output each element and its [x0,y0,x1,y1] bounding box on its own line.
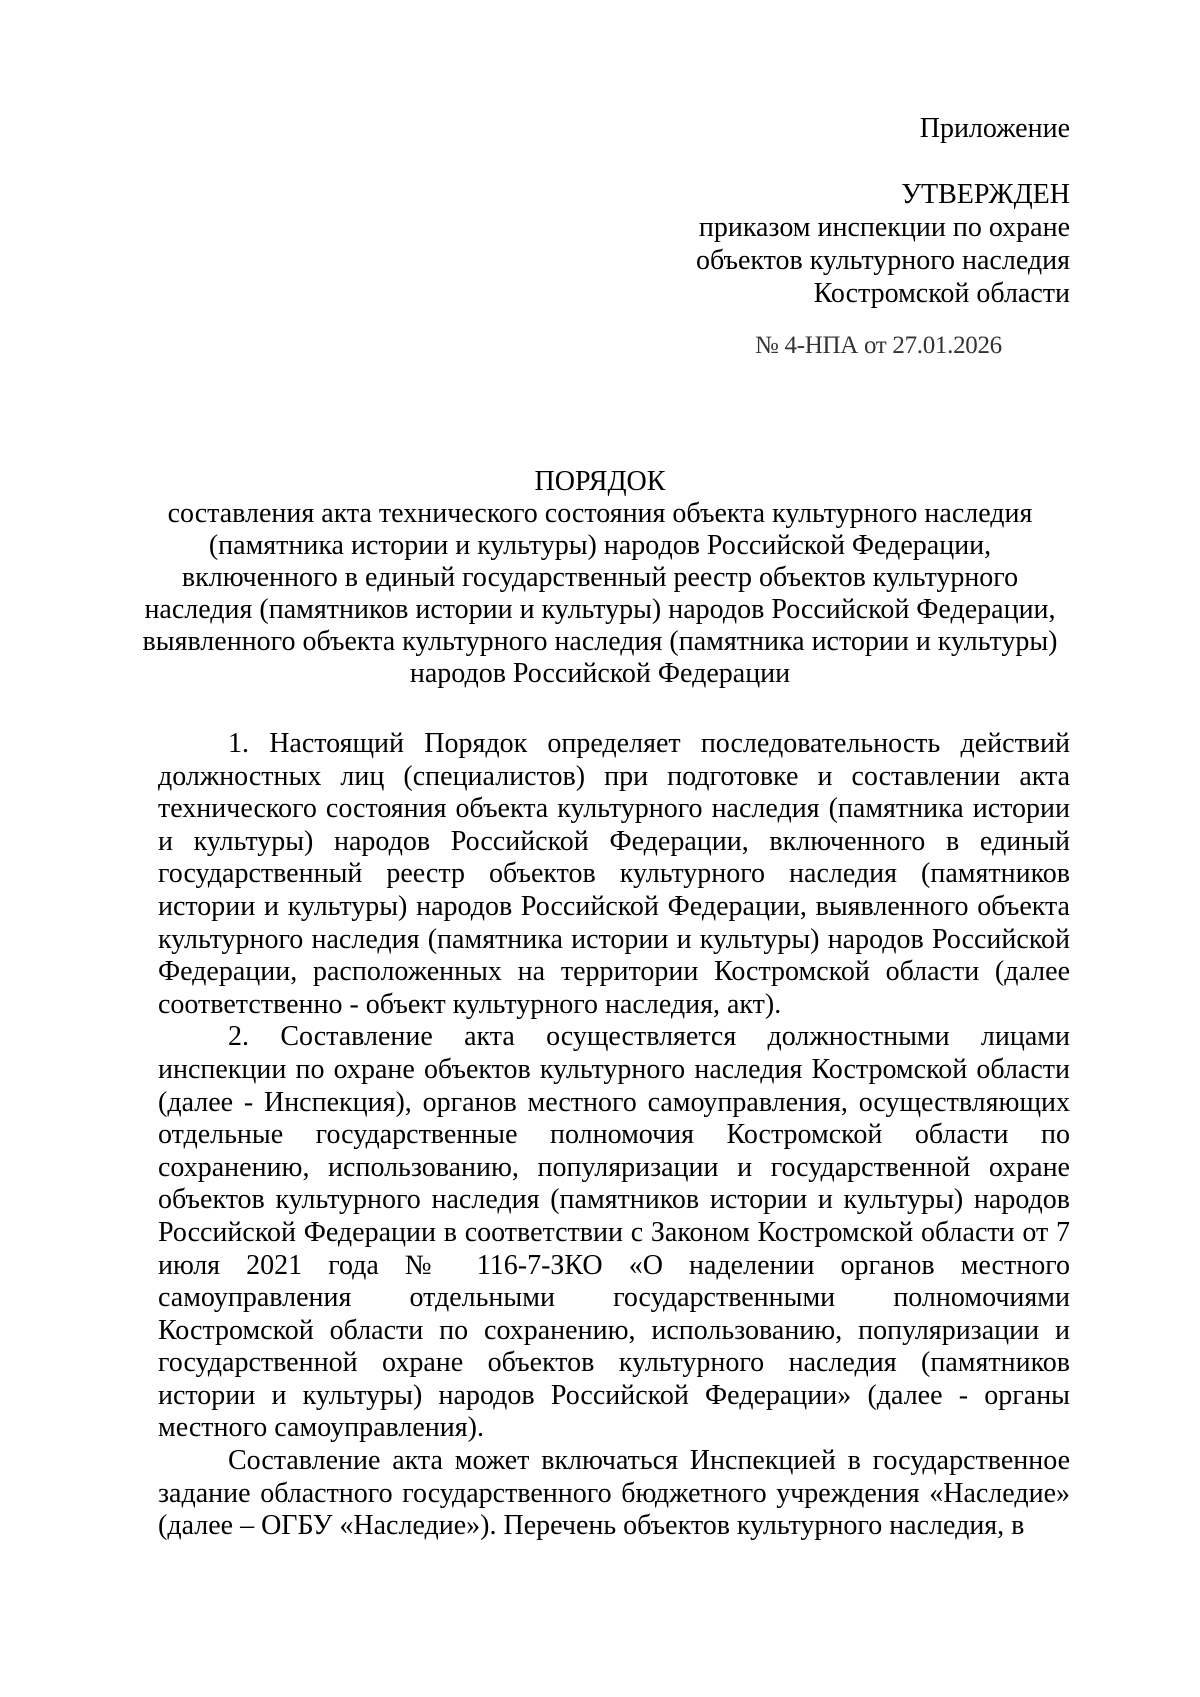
document-body [158,728,1070,1543]
appendix-text: Приложение [919,113,1070,144]
document-subtitle: составления акта технического состояния объекта культурного наследия (памятника истории и культуры) народов Российской Федерации, включенного в единый государственный реестр объектов культурного наследия (памятников истории и культуры) народов Российской Федерации, выявленного объекта культурного наследия (памятника истории и культуры) народов Российской Федерации [142,498,1058,689]
approved-by-line-3: Костромской области [813,278,1070,309]
document-title: ПОРЯДОК [534,466,666,497]
paragraph: 1. Настоящий Порядок определяет последовательность действий должностных лиц (специалистов) при подготовке и составлении акта технического состояния объекта культурного наследия (памятника истории и культуры) народов Российской Федерации, включенного в единый государственный реестр объектов культурного наследия (памятников истории и культуры) народов Российской Федерации, выявленного объекта культурного наследия (памятника истории и культуры) народов Российской Федерации, расположенных на территории Костромской области (далее соответственно - объект культурного наследия, акт). [158,728,1070,1020]
document-title-block [130,466,1070,690]
paragraph: 2. Составление акта осуществляется должностными лицами инспекции по охране объектов культурного наследия Костромской области (далее - Инспекция), органов местного самоуправления, осуществляющих отдельные государственные полномочия Костромской области по сохранению, использованию, популяризации и государственной охране объектов культурного наследия (памятников истории и культуры) народов Российской Федерации в соответствии с Законом Костромской области от 7 июля 2021 года № 116-7-ЗКО «О наделении органов местного самоуправления отдельными государственными полномочиями Костромской области по сохранению, использованию, популяризации и государственной охране объектов культурного наследия (памятников истории и культуры) народов Российской Федерации» (далее - органы местного самоуправления). [158,1021,1070,1444]
order-number: № 4-НПА от 27.01.2026 [755,332,1002,359]
approved-by-line-1: приказом инспекции по охране [698,212,1070,243]
approved-label: УТВЕРЖДЕН [901,179,1070,210]
approval-block [696,178,1070,310]
paragraph: Составление акта может включаться Инспекцией в государственное задание областного государственного бюджетного учреждения «Наследие» (далее – ОГБУ «Наследие»). Перечень объектов культурного наследия, в [158,1445,1070,1542]
appendix-label [920,112,1070,145]
approved-by-line-2: объектов культурного наследия [695,245,1070,276]
